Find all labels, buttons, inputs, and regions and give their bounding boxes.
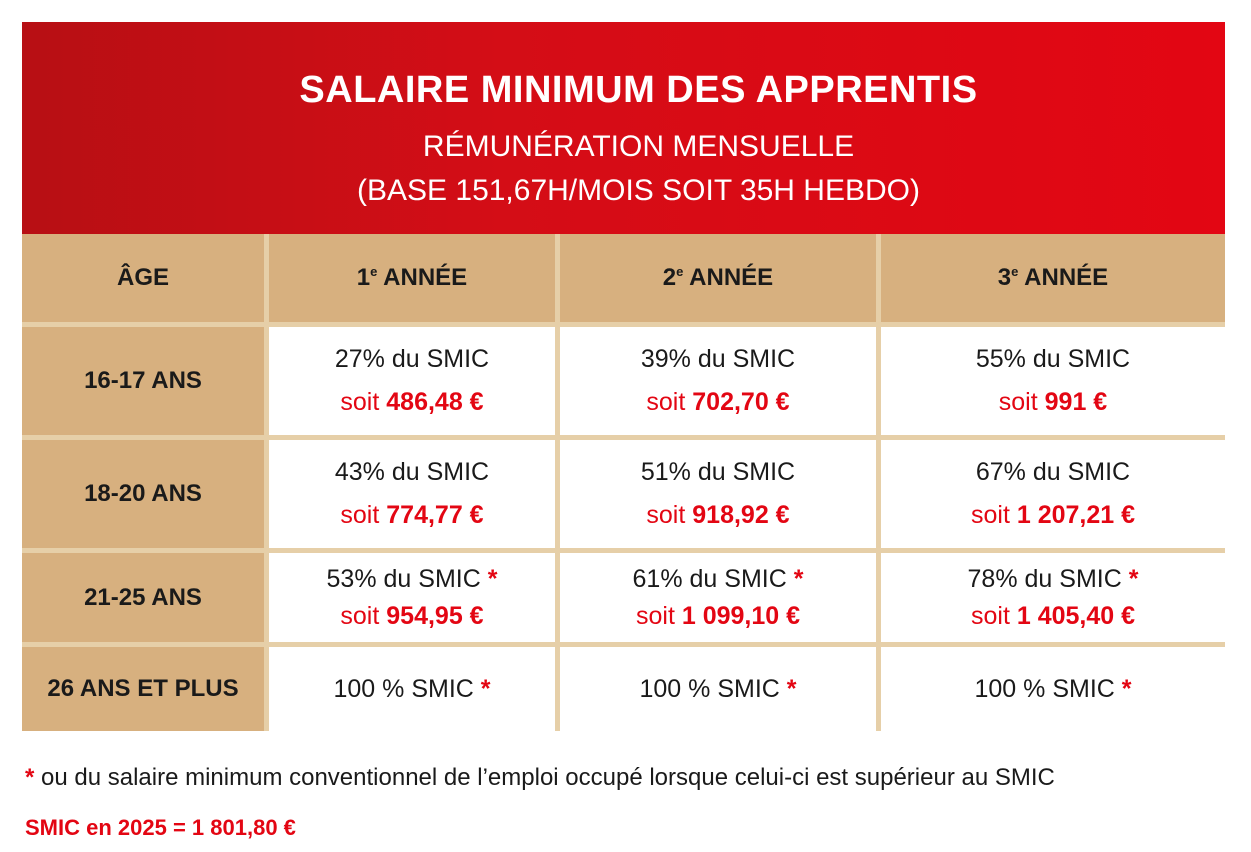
age-label: 21-25 ANS (84, 583, 202, 611)
column-header-year-2-text (663, 264, 773, 292)
asterisk-mark: * (793, 564, 804, 593)
amount-value: 918,92 € (692, 501, 790, 529)
row-age-21-25 (22, 553, 264, 642)
percent-text: 51% du SMIC (640, 458, 796, 487)
year-2-number: 2 (662, 264, 677, 291)
amount-line (646, 388, 789, 417)
percent-line (974, 675, 1131, 704)
amount-line (340, 602, 483, 631)
column-header-year-2 (560, 234, 876, 322)
table-cell (269, 327, 555, 435)
amount-value: 1 099,10 € (681, 601, 801, 630)
amount-value: 486,48 € (386, 388, 484, 416)
age-label: 18-20 ANS (84, 480, 202, 507)
soit-text: soit (970, 501, 1010, 529)
amount-line (636, 602, 800, 631)
age-label: 16-17 ANS (84, 367, 202, 394)
smic-value-line: SMIC en 2025 = 1 801,80 € (25, 815, 296, 840)
percent-line (333, 675, 490, 704)
column-header-year-1 (269, 234, 555, 322)
amount-value: 991 € (1044, 388, 1108, 416)
soit-text: soit (970, 601, 1010, 630)
subtitle-line-2: (BASE 151,67H/MOIS SOIT 35H HEBDO) (357, 174, 920, 207)
table-cell (881, 440, 1225, 548)
soit-text: soit (646, 501, 686, 529)
age-label: 26 ANS ET PLUS (47, 675, 239, 702)
footnote-asterisk: * (25, 764, 35, 791)
percent-text: 39% du SMIC (640, 345, 796, 374)
percent-line (327, 565, 498, 594)
percent-text: 78% du SMIC (967, 564, 1122, 593)
header-banner (22, 22, 1225, 234)
page-title: SALAIRE MINIMUM DES APPRENTIS (299, 69, 978, 111)
year-2-label: ANNÉE (689, 264, 774, 291)
percent-text: 61% du SMIC (632, 564, 787, 593)
column-header-year-3-text (998, 264, 1108, 292)
salary-table (22, 234, 1225, 731)
amount-line (340, 388, 483, 417)
row-age-16-17 (22, 327, 264, 435)
row-age-26-plus (22, 647, 264, 731)
row-age-18-20 (22, 440, 264, 548)
column-header-year-1-text (357, 264, 467, 292)
amount-line (971, 602, 1135, 631)
year-3-number: 3 (997, 264, 1012, 291)
year-3-sup: e (1011, 264, 1019, 279)
year-1-sup: e (370, 264, 378, 279)
amount-value: 702,70 € (692, 388, 790, 416)
amount-value: 1 405,40 € (1016, 601, 1136, 630)
percent-line (633, 565, 804, 594)
percent-line (968, 565, 1139, 594)
table-cell (881, 327, 1225, 435)
table-cell (881, 647, 1225, 731)
percent-line (639, 675, 796, 704)
percent-text: 53% du SMIC (326, 564, 481, 593)
asterisk-mark: * (1121, 674, 1132, 703)
table-cell (560, 647, 876, 731)
year-1-number: 1 (356, 264, 371, 291)
soit-text: soit (340, 501, 380, 529)
asterisk-mark: * (1128, 564, 1139, 593)
amount-value: 954,95 € (386, 601, 484, 630)
subtitle-line-1: RÉMUNÉRATION MENSUELLE (422, 130, 855, 163)
column-header-age-label: ÂGE (116, 264, 169, 291)
asterisk-mark: * (480, 674, 491, 703)
year-2-sup: e (676, 264, 684, 279)
column-header-year-3 (881, 234, 1225, 322)
table-cell (560, 327, 876, 435)
amount-value: 774,77 € (386, 501, 484, 529)
footnote-text: ou du salaire minimum conventionnel de l’emploi occupé lorsque celui-ci est supérieur au SMIC (34, 764, 1055, 791)
table-cell (269, 553, 555, 642)
column-header-age (22, 234, 264, 322)
soit-text: soit (340, 388, 380, 416)
table-cell (560, 553, 876, 642)
table-cell (269, 440, 555, 548)
amount-line (999, 388, 1107, 417)
percent-text: 100 % SMIC (333, 674, 474, 703)
percent-text: 100 % SMIC (639, 674, 780, 703)
footnote (25, 764, 1055, 792)
percent-text: 27% du SMIC (334, 345, 490, 374)
soit-text: soit (998, 388, 1038, 416)
soit-text: soit (340, 601, 380, 630)
amount-line (646, 501, 789, 530)
year-3-label: ANNÉE (1024, 264, 1109, 291)
amount-line (971, 501, 1135, 530)
percent-text: 43% du SMIC (334, 458, 490, 487)
percent-text: 55% du SMIC (975, 345, 1131, 374)
asterisk-mark: * (786, 674, 797, 703)
table-cell (881, 553, 1225, 642)
year-1-label: ANNÉE (383, 264, 468, 291)
percent-text: 100 % SMIC (974, 674, 1115, 703)
asterisk-mark: * (487, 564, 498, 593)
table-cell (560, 440, 876, 548)
soit-text: soit (646, 388, 686, 416)
percent-text: 67% du SMIC (975, 458, 1131, 487)
amount-value: 1 207,21 € (1016, 501, 1136, 529)
amount-line (340, 501, 483, 530)
soit-text: soit (635, 601, 675, 630)
table-cell (269, 647, 555, 731)
